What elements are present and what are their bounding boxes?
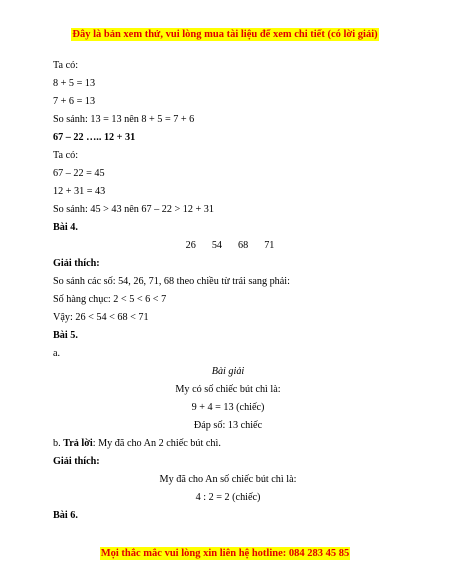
solution-line: My đã cho An số chiếc bút chì là: — [159, 474, 297, 485]
number-item: 54 — [211, 240, 222, 251]
solution-line: 9 + 4 = 13 (chiếc) — [191, 402, 265, 413]
comparison-line: So sánh: 45 > 43 nên 67 – 22 > 12 + 31 — [53, 204, 214, 215]
exercise-heading-6: Bài 6. — [53, 510, 78, 521]
problem-line: 67 – 22 ….. 12 + 31 — [53, 132, 136, 143]
part-label: a. — [53, 348, 61, 359]
preview-notice-banner — [0, 24, 450, 42]
preview-notice-text: Đây là bản xem thử, vui lòng mua tài liệu để xem chi tiết (có lời giải) — [72, 29, 378, 40]
answer-text: : My đã cho An 2 chiếc bút chì. — [92, 438, 221, 449]
part-label: b. — [53, 438, 64, 449]
solution-heading: Bài giải — [211, 366, 245, 377]
text-line: Vậy: 26 < 54 < 68 < 71 — [53, 312, 149, 323]
hotline-banner — [0, 543, 450, 561]
exercise-heading-4: Bài 4. — [53, 222, 78, 233]
solution-line: My có số chiếc bút chì là: — [175, 384, 281, 395]
answer-statement — [53, 435, 403, 453]
equation-line: 8 + 5 = 13 — [53, 78, 96, 89]
text-line: Ta có: — [53, 150, 79, 161]
solution-line: 4 : 2 = 2 (chiếc) — [195, 492, 261, 503]
explanation-heading: Giải thích: — [53, 258, 100, 269]
equation-line: 12 + 31 = 43 — [53, 186, 106, 197]
document-body — [53, 57, 403, 525]
answer-label: Trả lời — [63, 438, 93, 449]
hotline-text: Mọi thắc mắc vui lòng xin liên hệ hotline: 084 283 45 85 — [100, 548, 350, 559]
text-line: Số hàng chục: 2 < 5 < 6 < 7 — [53, 294, 167, 305]
explanation-heading: Giải thích: — [53, 456, 100, 467]
number-item: 68 — [238, 240, 249, 251]
equation-line: 67 – 22 = 45 — [53, 168, 105, 179]
exercise-heading-5: Bài 5. — [53, 330, 78, 341]
text-line: Ta có: — [53, 60, 79, 71]
number-item: 71 — [264, 240, 275, 251]
comparison-line: So sánh: 13 = 13 nên 8 + 5 = 7 + 6 — [53, 114, 195, 125]
number-item: 26 — [185, 240, 196, 251]
answer-line: Đáp số: 13 chiếc — [193, 420, 263, 431]
text-line: So sánh các số: 54, 26, 71, 68 theo chiều từ trái sang phải: — [53, 276, 290, 287]
equation-line: 7 + 6 = 13 — [53, 96, 96, 107]
ordered-numbers — [53, 237, 403, 255]
